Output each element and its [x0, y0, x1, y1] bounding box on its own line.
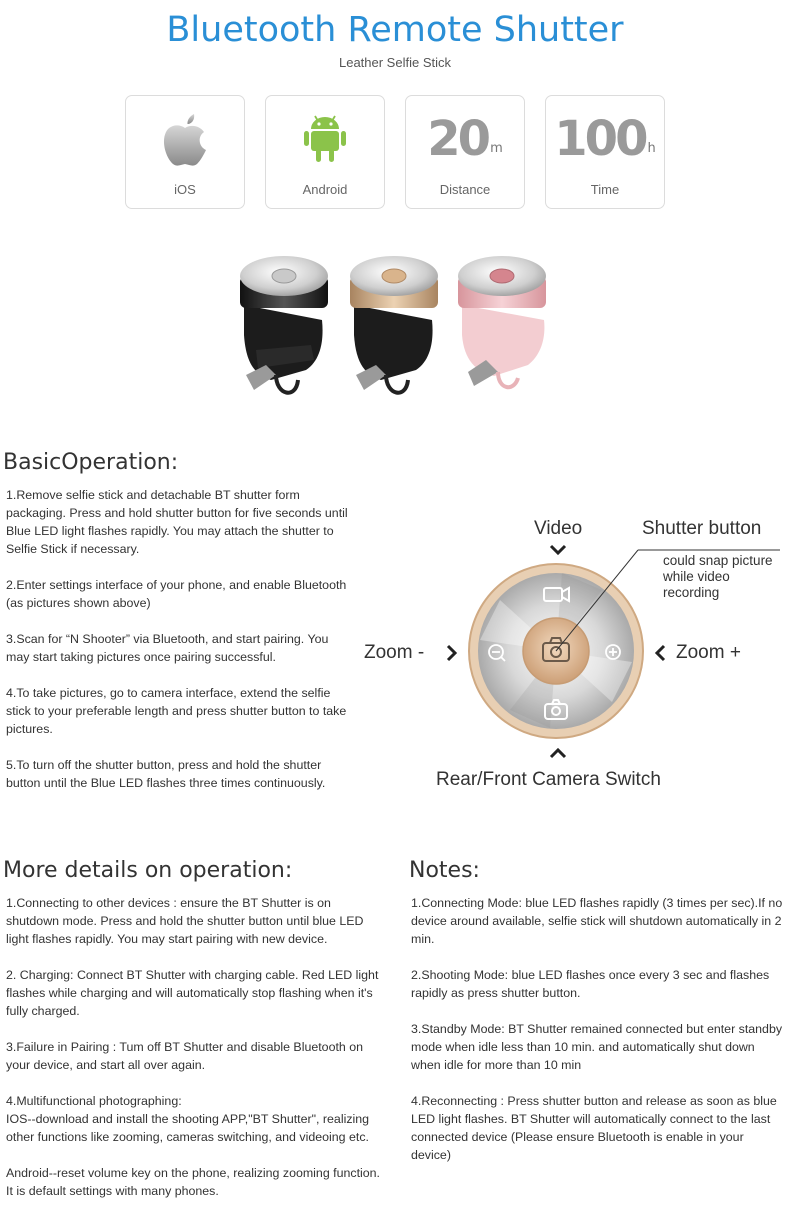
time-unit: h — [647, 141, 656, 156]
basic-step: 1.Remove selfie stick and detachable BT shutter form packaging. Press and hold shutter button for five seconds until Blue LED light flashes rapidly. You may attach the shutter to Selfie Stick if necessary. — [6, 488, 348, 556]
notes-item: 4.Reconnecting : Press shutter button and release as soon as blue LED light flashes. BT Shutter will automatically connect to the last connected device (Please ensure Bluetooth is enable in your device) — [411, 1094, 777, 1162]
shutter-label: Shutter button — [642, 518, 762, 539]
basic-step: 5.To turn off the shutter button, press and hold the shutter button until the Blue LED flashes three times continuously. — [6, 758, 326, 790]
notes-heading: Notes: — [409, 858, 480, 883]
feature-label: iOS — [174, 182, 196, 197]
chevron-up-icon — [551, 750, 565, 757]
notes-item: 1.Connecting Mode: blue LED flashes rapidly (3 times per sec).If no device around available, selfie stick will shutdown automatically in 2 min. — [411, 896, 783, 946]
rose-shutter — [458, 256, 546, 387]
black-shutter — [240, 256, 328, 393]
gold-shutter — [350, 256, 438, 393]
details-item: 3.Failure in Pairing : Tum off BT Shutter and disable Bluetooth on your device, and start all over again. — [6, 1040, 364, 1072]
time-figure — [546, 108, 664, 170]
feature-card-ios — [125, 95, 245, 209]
feature-label: Android — [302, 182, 348, 197]
feature-card-time — [545, 95, 665, 209]
zoom-minus-label: Zoom - — [364, 642, 425, 663]
details-item: IOS--download and install the shooting APP,"BT Shutter", realizing other functions like zooming, cameras switching, and videoing etc. — [6, 1112, 370, 1144]
basic-step: 3.Scan for “N Shooter” via Bluetooth, and start pairing. You may start taking pictures once pairing successful. — [6, 632, 329, 664]
android-icon — [266, 108, 384, 170]
notes-item: 2.Shooting Mode: blue LED flashes once every 3 sec and flashes rapidly as press shutter button. — [411, 968, 770, 1000]
notes-item: 3.Standby Mode: BT Shutter remained connected but enter standby mode when idle less than 10 min. and automatically shut down when idle for more than 10 min — [411, 1022, 783, 1072]
details-item: 4.Multifunctional photographing: — [6, 1094, 182, 1108]
feature-card-distance — [405, 95, 525, 209]
basic-step: 2.Enter settings interface of your phone, and enable Bluetooth (as pictures shown above) — [6, 578, 347, 610]
camera-switch-label: Rear/Front Camera Switch — [436, 769, 661, 790]
video-label: Video — [534, 518, 583, 539]
chevron-right-icon — [448, 646, 455, 660]
chevron-down-icon — [551, 546, 565, 553]
feature-label: Time — [590, 182, 620, 197]
feature-label: Distance — [439, 182, 491, 197]
distance-figure — [406, 108, 524, 170]
details-item: 2. Charging: Connect BT Shutter with charging cable. Red LED light flashes while charging and will automatically stop flashing when it's fully charged. — [6, 968, 379, 1018]
basic-step: 4.To take pictures, go to camera interface, extend the selfie stick to your preferable length and press shutter button to take pictures. — [6, 686, 347, 736]
page-subtitle: Leather Selfie Stick — [338, 55, 451, 70]
chevron-left-icon — [657, 646, 664, 660]
page-title: Bluetooth Remote Shutter — [166, 10, 624, 50]
zoom-plus-label: Zoom + — [676, 642, 741, 663]
apple-icon — [126, 108, 244, 170]
details-heading: More details on operation: — [3, 858, 293, 883]
time-number: 100 — [554, 111, 646, 167]
basic-operation-heading: BasicOperation: — [3, 450, 179, 475]
distance-unit: m — [490, 141, 503, 156]
shutter-note: could snap picture while video recording — [663, 553, 773, 600]
product-photo — [236, 250, 558, 410]
button-diagram — [360, 510, 790, 810]
details-item: 1.Connecting to other devices : ensure the BT Shutter is on shutdown mode. Press and hold the shutter button until blue LED light flashes rapidly. You may start pairing with new device. — [6, 896, 364, 946]
distance-number: 20 — [427, 111, 489, 167]
feature-card-android — [265, 95, 385, 209]
details-item: Android--reset volume key on the phone, realizing zooming function. It is default settings with many phones. — [6, 1166, 380, 1198]
